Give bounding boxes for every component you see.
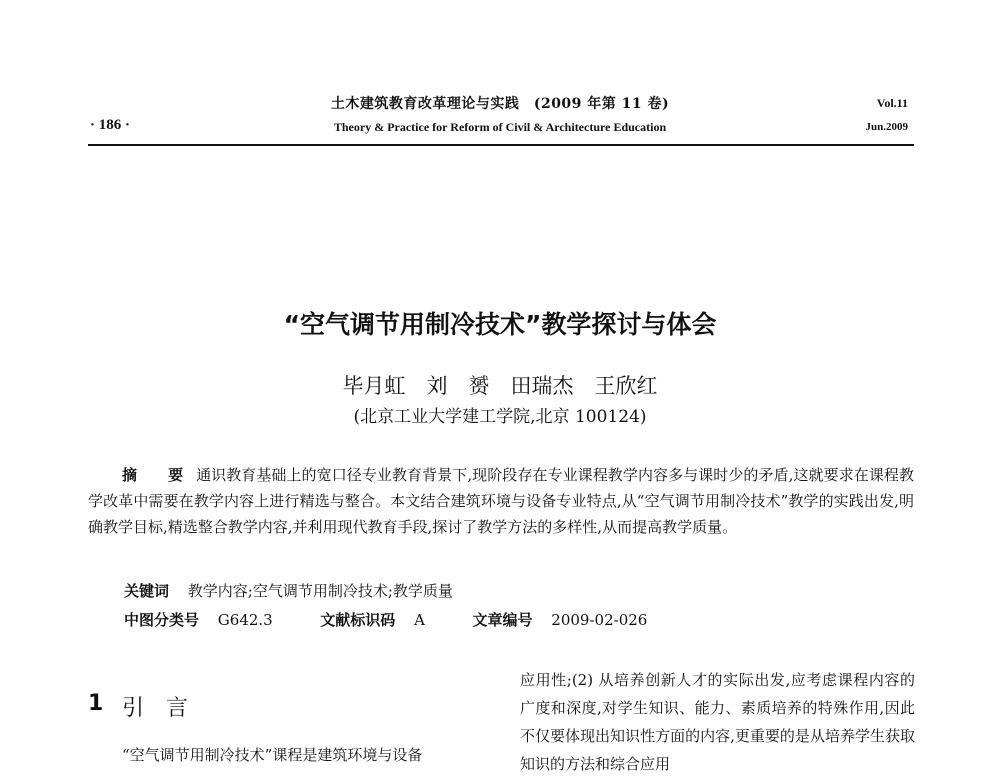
journal-title-cn: 土木建筑教育改革理论与实践 (2009 年第 11 卷) [330,96,670,112]
keywords-label: 关键词 [124,582,170,600]
article-no-value: 2009-02-026 [551,611,648,629]
abstract-paragraph [88,462,914,540]
journal-title-en: Theory & Practice for Reform of Civil & Architecture Education [333,120,667,134]
classification-line [124,609,647,630]
intro-paragraph-left: “空气调节用制冷技术”课程是建筑环境与设备 [122,746,423,764]
volume-label: Vol.11 [876,96,908,110]
keywords-line [124,580,453,601]
issue-date: Jun.2009 [865,121,908,133]
doc-code-value: A [414,611,425,629]
doc-code-label: 文献标识码 [320,611,396,629]
abstract-label: 摘 要 [122,466,192,484]
clc-label: 中图分类号 [124,611,200,629]
page-number: · 186 · [90,117,131,133]
intro-paragraph-right: 应用性;(2) 从培养创新人才的实际出发,应考虑课程内容的广度和深度,对学生知识、能力、素质培养的特殊作用,因此不仅要体现出知识性方面的内容,更重要的是从培养学生获取知识的方法和综合应用 [520,671,915,773]
keywords-text: 教学内容;空气调节用制冷技术;教学质量 [187,582,453,600]
article-no-label: 文章编号 [472,611,533,629]
article-authors: 毕月虹 刘 赟 田瑞杰 王欣红 [342,374,658,398]
header-rule [88,144,914,146]
section-number: 1 [88,691,104,716]
section-title: 引言 [122,696,211,721]
article-title: “空气调节用制冷技术”教学探讨与体会 [283,310,717,339]
author-affiliation: (北京工业大学建工学院,北京 100124) [353,407,647,427]
clc-value: G642.3 [217,611,273,629]
abstract-text: 通识教育基础上的宽口径专业教育背景下,现阶段存在专业课程教学内容多与课时少的矛盾,这就要求在课程教学改革中需要在教学内容上进行精选与整合。本文结合建筑环境与设备专业特点,从“空气调节用制冷技术”教学的实践出发,明确教学目标,精选整合教学内容,并利用现代教育手段,探讨了教学方法的多样性,从而提高教学质量。 [88,466,914,536]
